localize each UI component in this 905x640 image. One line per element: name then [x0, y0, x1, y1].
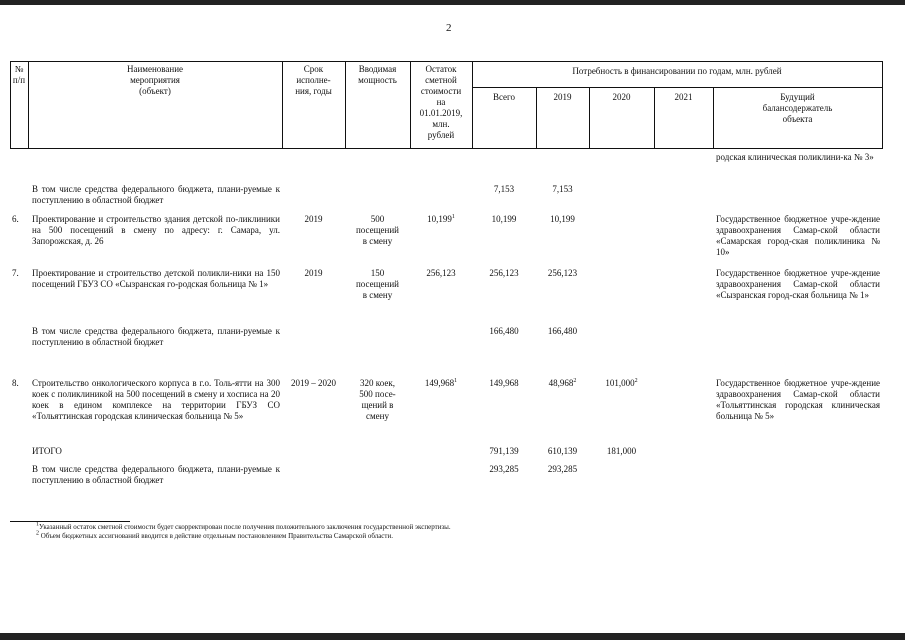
row-total: 149,968 [489, 378, 519, 388]
row-2019: 7,153 [552, 184, 573, 194]
row-holder: Государственное бюджетное учре-ждение здравоохранения Самар-ской области «Самарская город-ская поликлиника № 10» [716, 214, 880, 257]
header-term: Срок исполне- ния, годы [295, 64, 332, 96]
row-term: 2019 [304, 268, 323, 278]
header-remainder: Остаток сметной стоимости на 01.01.2019, млн. рублей [419, 64, 463, 140]
header-capacity: Вводимая мощность [358, 64, 397, 85]
footnote-2: $^2$ Объем бюджетных ассигнований вводится в действие отдельным постановлением Правительства Самарской области. [36, 530, 393, 540]
row-remainder: 256,123 [426, 268, 456, 278]
header-2019: 2019 [553, 92, 572, 102]
row-name: Проектирование и строительство здания детской по-ликлиники на 500 посещений в смену по адресу: г. Самара, ул. Запорожская, д. 26 [32, 214, 280, 246]
top-border [0, 0, 905, 5]
row-2020: 101,000$^2$ [605, 378, 638, 388]
footnote-separator [10, 521, 130, 522]
row-2019: 256,123 [547, 268, 578, 278]
continuation-holder: родская клиническая поликлини-ка № 3» [716, 152, 874, 162]
footnote-1: $^1$Указанный остаток сметной стоимости будет скорректирован после получения положительного заключения государственной экспертизы. [36, 521, 451, 531]
row-num: 8. [12, 378, 19, 388]
row-name: ИТОГО [32, 446, 62, 456]
row-2019: 10,199 [550, 214, 575, 224]
row-name: Строительство онкологического корпуса в г.о. Толь-ятти на 300 коек с поликлиникой на 500 посещений в смену и хосписа на 20 коек в едином комплексе на территории ГБУЗ СО «Тольяттинская городская клиническая больница № 5» [32, 378, 280, 421]
row-total: 293,285 [489, 464, 519, 474]
header-num: № п/п [12, 64, 26, 85]
header-name: Наименование мероприятия (объект) [126, 64, 184, 96]
header-2020: 2020 [612, 92, 631, 102]
row-name: Проектирование и строительство детской поликли-ники на 150 посещений ГБУЗ СО «Сызранская го-родская больница № 1» [32, 268, 280, 289]
row-term: 2019 – 2020 [291, 378, 336, 388]
header-funding-group: Потребность в финансировании по годам, млн. рублей [572, 66, 782, 76]
row-remainder: 149,968$^1$ [424, 378, 458, 388]
row-2019: 610,139 [547, 446, 578, 456]
bottom-border [0, 633, 905, 640]
row-num: 6. [12, 214, 19, 224]
row-capacity: 320 коек, 500 посе- щений в смену [359, 378, 396, 421]
row-2019: 48,968$^2$ [548, 378, 577, 388]
row-2020: 181,000 [606, 446, 637, 456]
row-num: 7. [12, 268, 19, 278]
row-name: В том числе средства федерального бюджета, плани-руемые к поступлению в областной бюджет [32, 464, 280, 485]
row-total: 7,153 [493, 184, 515, 194]
row-term: 2019 [304, 214, 323, 224]
page-number: 2 [446, 22, 452, 34]
row-remainder: 10,199$^1$ [427, 214, 455, 224]
row-capacity: 150 посещений в смену [355, 268, 399, 300]
row-holder: Государственное бюджетное учре-ждение здравоохранения Самар-ской области «Тольяттинская городская клиническая больница № 5» [716, 378, 880, 421]
row-total: 10,199 [491, 214, 517, 224]
header-holder: Будущий балансодержатель объекта [762, 92, 833, 124]
row-total: 256,123 [489, 268, 519, 278]
row-total: 166,480 [489, 326, 519, 336]
row-name: В том числе средства федерального бюджета, плани-руемые к поступлению в областной бюджет [32, 184, 280, 205]
header-total: Всего [492, 92, 516, 102]
row-holder: Государственное бюджетное учре-ждение здравоохранения Самар-ской области «Сызранская город-ская больница № 1» [716, 268, 880, 300]
row-name: В том числе средства федерального бюджета, плани-руемые к поступлению в областной бюджет [32, 326, 280, 347]
row-capacity: 500 посещений в смену [355, 214, 399, 246]
row-total: 791,139 [489, 446, 519, 456]
row-2019: 166,480 [547, 326, 578, 336]
row-2019: 293,285 [547, 464, 578, 474]
header-2021: 2021 [674, 92, 693, 102]
